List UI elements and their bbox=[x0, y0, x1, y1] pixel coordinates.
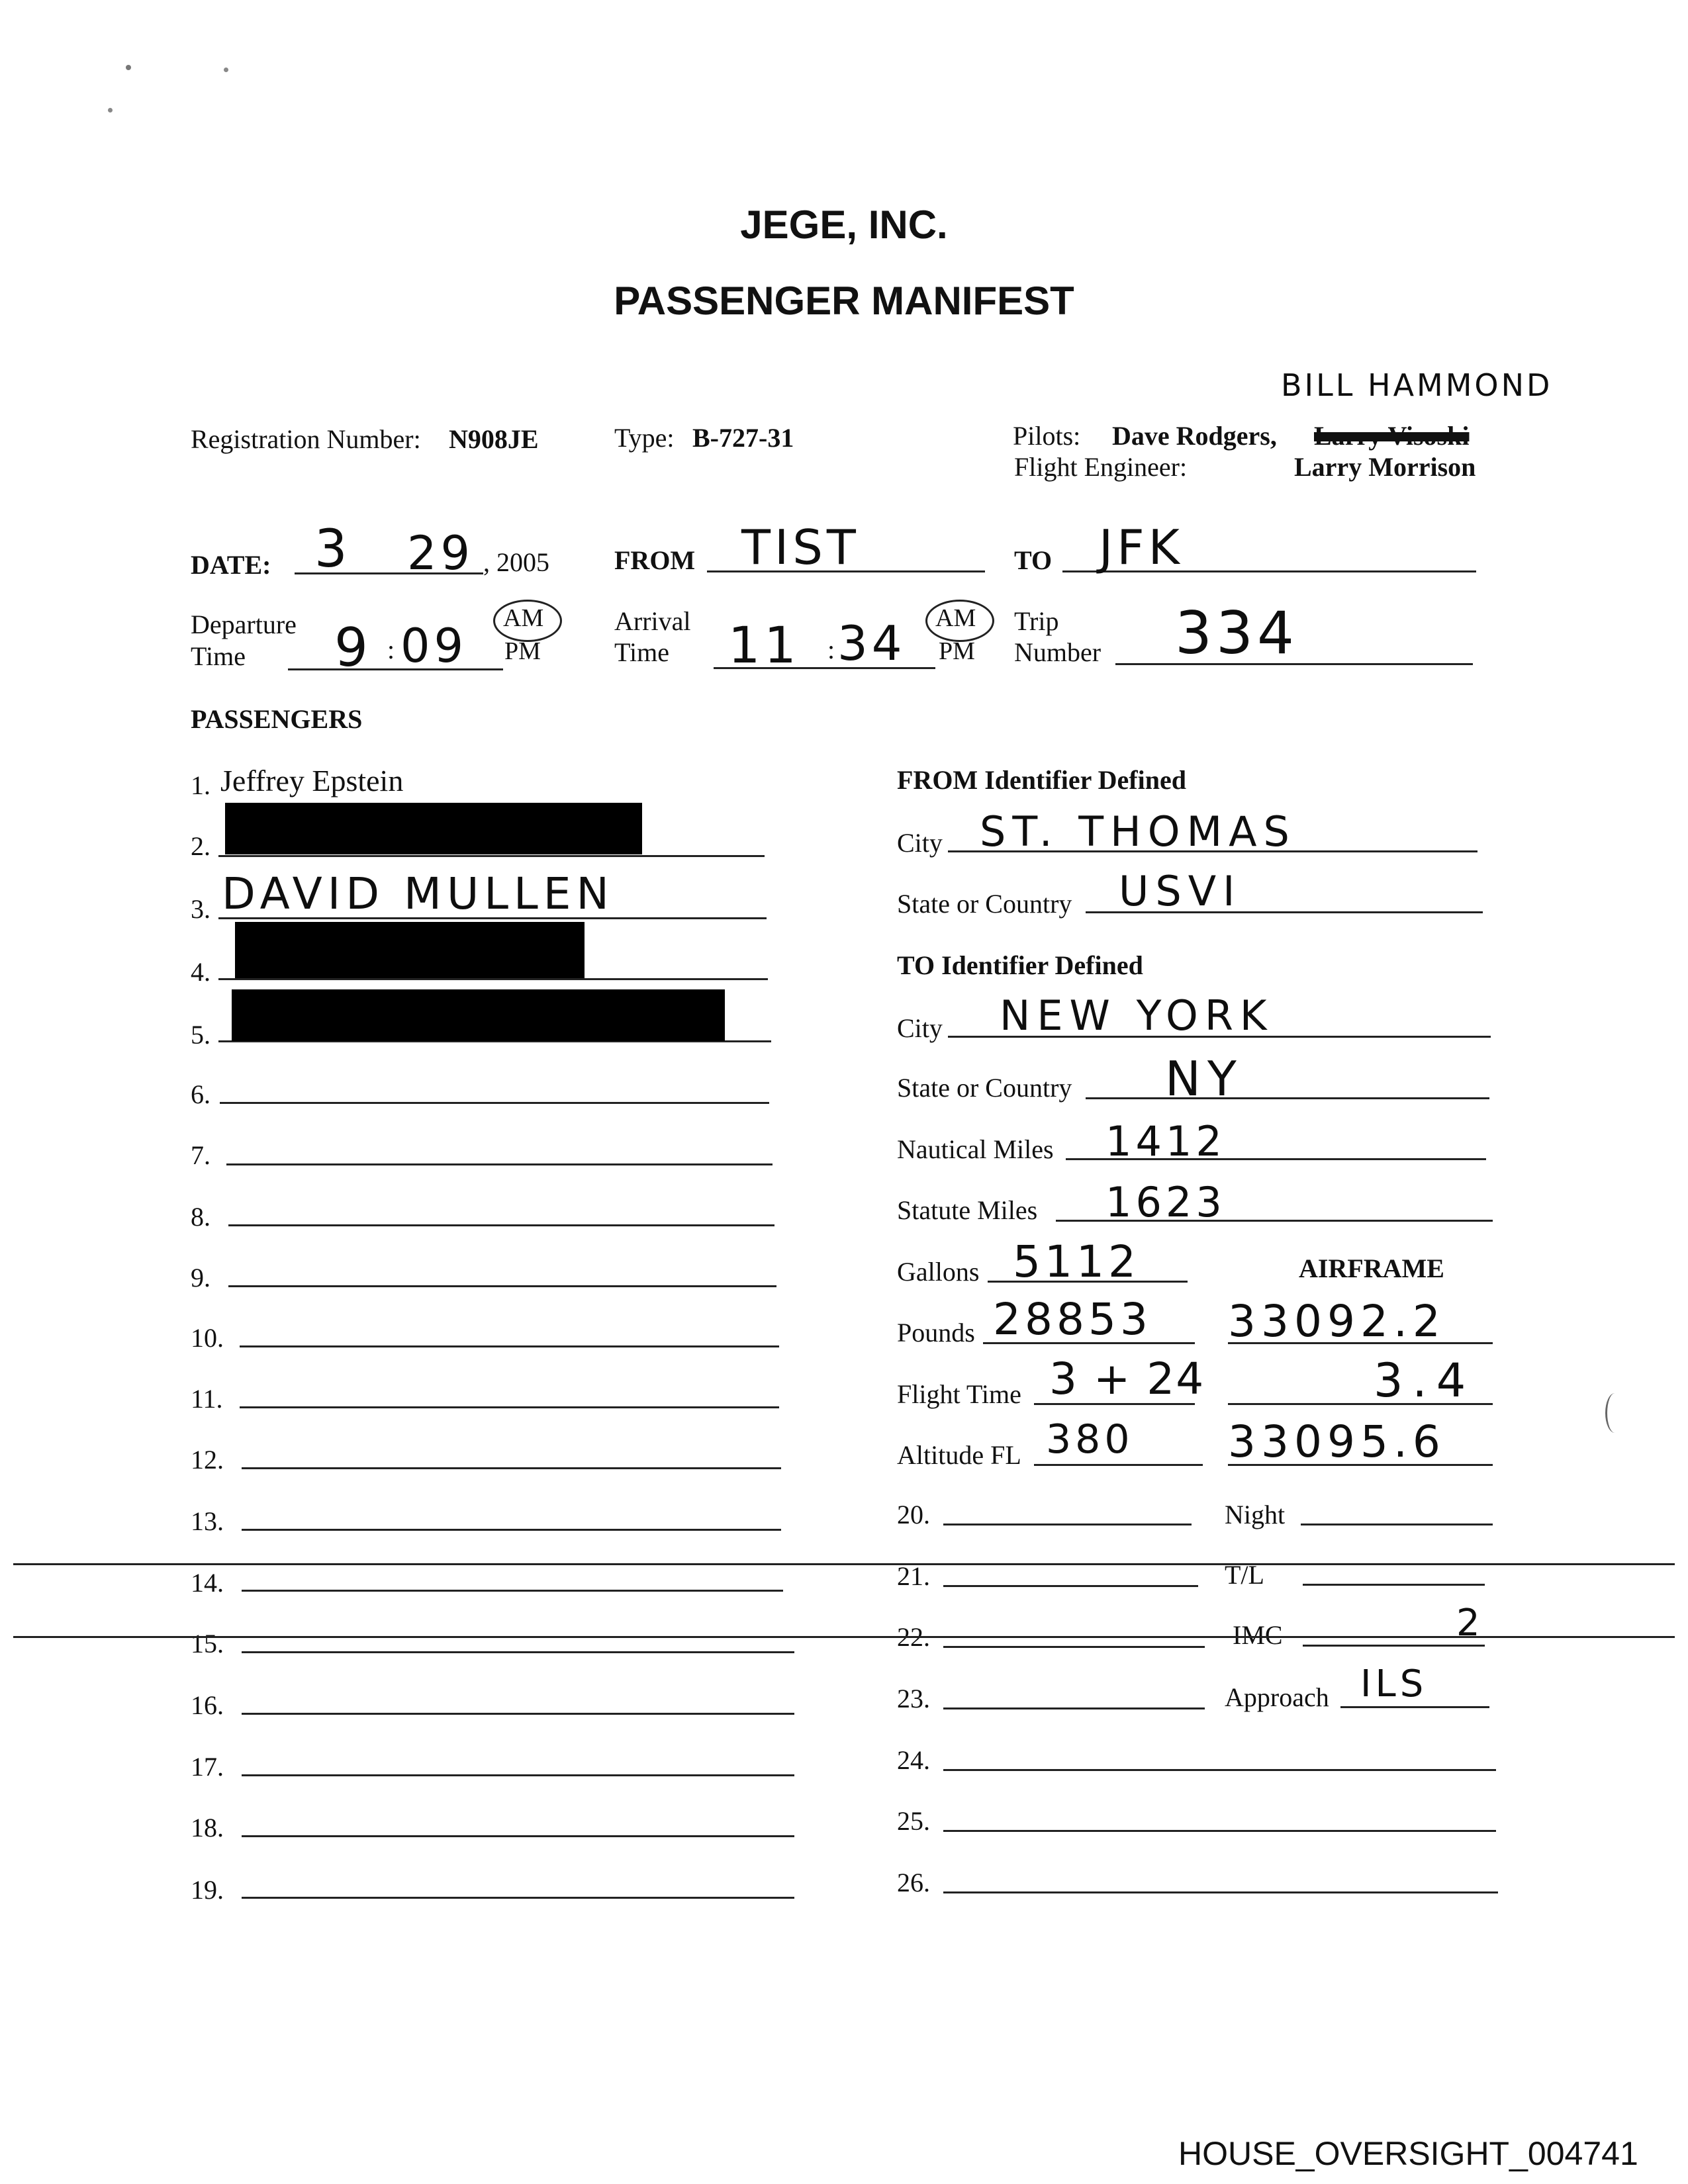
nautical-miles-label: Nautical Miles bbox=[897, 1134, 1054, 1164]
departure-label-2: Time bbox=[191, 641, 246, 671]
from-value: TIST bbox=[741, 520, 860, 575]
airframe-3-value: 33095.6 bbox=[1228, 1416, 1446, 1467]
departure-minute: 09 bbox=[400, 619, 468, 673]
passenger-number: 22. bbox=[897, 1622, 930, 1652]
passenger-line bbox=[242, 1774, 794, 1776]
statute-miles-label: Statute Miles bbox=[897, 1195, 1038, 1225]
trip-label-1: Trip bbox=[1014, 606, 1059, 636]
passenger-number: 2. bbox=[191, 831, 211, 861]
passenger-number: 8. bbox=[191, 1202, 211, 1232]
passenger-number: 9. bbox=[191, 1263, 211, 1293]
passenger-number: 1. bbox=[191, 770, 211, 800]
gallons-label: Gallons bbox=[897, 1257, 980, 1287]
passenger-number: 11. bbox=[191, 1384, 223, 1414]
altitude-label: Altitude FL bbox=[897, 1440, 1021, 1470]
gallons-value: 5112 bbox=[1013, 1236, 1140, 1287]
passenger-number: 18. bbox=[191, 1813, 224, 1843]
arrival-label-2: Time bbox=[614, 637, 670, 667]
passenger-number: 21. bbox=[897, 1561, 930, 1591]
approach-value: ILS bbox=[1360, 1662, 1428, 1706]
passenger-line bbox=[240, 1345, 779, 1347]
date-label: DATE: bbox=[191, 550, 271, 580]
passengers-heading: PASSENGERS bbox=[191, 704, 363, 734]
registration-label: Registration Number: bbox=[191, 424, 421, 454]
passenger-line bbox=[943, 1769, 1496, 1771]
from-identifier-heading: FROM Identifier Defined bbox=[897, 765, 1186, 795]
pilot-2-struck: Larry Visoski bbox=[1314, 421, 1470, 451]
type-label: Type: bbox=[614, 423, 675, 453]
imc-underline bbox=[1303, 1645, 1485, 1647]
night-label: Night bbox=[1225, 1500, 1286, 1529]
passenger-number: 12. bbox=[191, 1445, 224, 1475]
scan-speck bbox=[108, 108, 113, 113]
to-city-label: City bbox=[897, 1013, 943, 1043]
passenger-line bbox=[228, 1285, 776, 1287]
scan-mark bbox=[1605, 1393, 1624, 1433]
scan-speck bbox=[224, 68, 228, 72]
bates-number: HOUSE_OVERSIGHT_004741 bbox=[1178, 2135, 1638, 2172]
from-state-label: State or Country bbox=[897, 889, 1072, 919]
airframe-heading: AIRFRAME bbox=[1299, 1253, 1444, 1283]
passenger-line bbox=[226, 1163, 773, 1165]
scan-speck bbox=[126, 65, 131, 70]
passenger-line bbox=[943, 1830, 1496, 1832]
passenger-line bbox=[242, 1590, 783, 1592]
passenger-number: 20. bbox=[897, 1500, 930, 1529]
passenger-line bbox=[943, 1646, 1205, 1648]
departure-label-1: Departure bbox=[191, 610, 297, 639]
strike-line bbox=[13, 1636, 1675, 1638]
passenger-line bbox=[242, 1529, 781, 1531]
arrival-hour: 11 bbox=[728, 615, 800, 674]
pilot-1-value: Dave Rodgers, bbox=[1112, 421, 1277, 451]
passenger-line bbox=[943, 1707, 1205, 1709]
passenger-number: 17. bbox=[191, 1752, 224, 1782]
passenger-name-handwritten: DAVID MULLEN bbox=[222, 868, 614, 919]
airframe-1-value: 33092.2 bbox=[1228, 1296, 1446, 1347]
passenger-number: 6. bbox=[191, 1079, 211, 1109]
date-day: 29 bbox=[407, 526, 475, 580]
pilot-2-handwritten: BILL HAMMOND bbox=[1281, 367, 1553, 403]
from-city-value: ST. THOMAS bbox=[980, 807, 1296, 856]
passenger-number: 13. bbox=[191, 1506, 224, 1536]
nautical-miles-value: 1412 bbox=[1105, 1117, 1226, 1165]
engineer-value: Larry Morrison bbox=[1294, 452, 1476, 482]
passenger-line bbox=[242, 1835, 794, 1837]
passenger-line bbox=[228, 1224, 774, 1226]
arrival-pm: PM bbox=[939, 637, 975, 665]
passenger-number: 4. bbox=[191, 957, 211, 987]
company-name: JEGE, INC. bbox=[740, 203, 948, 247]
altitude-value: 380 bbox=[1046, 1416, 1134, 1463]
departure-am: AM bbox=[503, 604, 544, 632]
tl-label: T/L bbox=[1225, 1560, 1264, 1590]
tl-underline bbox=[1303, 1584, 1485, 1586]
trip-number-value: 334 bbox=[1175, 599, 1298, 667]
passenger-line bbox=[943, 1585, 1198, 1587]
departure-colon: : bbox=[387, 635, 395, 664]
date-month: 3 bbox=[314, 520, 352, 579]
registration-value: N908JE bbox=[449, 424, 539, 454]
type-value: B-727-31 bbox=[692, 423, 794, 453]
to-label: TO bbox=[1014, 545, 1053, 575]
to-value: JFK bbox=[1099, 520, 1184, 575]
passenger-line bbox=[240, 1406, 779, 1408]
to-state-label: State or Country bbox=[897, 1073, 1072, 1103]
passenger-line bbox=[218, 855, 765, 857]
approach-label: Approach bbox=[1225, 1682, 1329, 1712]
imc-label: IMC bbox=[1233, 1620, 1283, 1650]
passenger-number: 15. bbox=[191, 1629, 224, 1659]
pilots-label: Pilots: bbox=[1013, 421, 1081, 451]
arrival-label-1: Arrival bbox=[614, 606, 691, 636]
arrival-minute: 34 bbox=[837, 615, 906, 671]
passenger-number: 10. bbox=[191, 1323, 224, 1353]
trip-label-2: Number bbox=[1014, 637, 1102, 667]
night-underline bbox=[1301, 1524, 1493, 1525]
passenger-line bbox=[242, 1897, 794, 1899]
passenger-number: 3. bbox=[191, 894, 211, 924]
document-title: PASSENGER MANIFEST bbox=[614, 279, 1074, 323]
passenger-number: 26. bbox=[897, 1868, 930, 1897]
to-state-underline bbox=[1086, 1097, 1489, 1099]
passenger-number: 19. bbox=[191, 1875, 224, 1905]
engineer-label: Flight Engineer: bbox=[1014, 452, 1188, 482]
statute-miles-value: 1623 bbox=[1105, 1178, 1226, 1226]
to-city-value: NEW YORK bbox=[1000, 991, 1274, 1040]
passenger-line bbox=[943, 1524, 1192, 1525]
to-identifier-heading: TO Identifier Defined bbox=[897, 950, 1143, 980]
passenger-number: 24. bbox=[897, 1745, 930, 1775]
arrival-am: AM bbox=[935, 604, 976, 632]
strike-line bbox=[13, 1563, 1675, 1565]
departure-hour: 9 bbox=[334, 617, 372, 678]
from-city-label: City bbox=[897, 828, 943, 858]
passenger-line bbox=[943, 1891, 1498, 1893]
altitude-underline bbox=[1034, 1464, 1203, 1466]
passenger-line bbox=[220, 1102, 769, 1104]
date-year: , 2005 bbox=[483, 547, 549, 577]
passenger-number: 16. bbox=[191, 1690, 224, 1720]
from-state-value: USVI bbox=[1119, 867, 1242, 915]
passenger-number: 7. bbox=[191, 1140, 211, 1170]
flight-time-label: Flight Time bbox=[897, 1379, 1021, 1409]
passenger-line bbox=[218, 978, 768, 980]
airframe-2-value: 3.4 bbox=[1374, 1353, 1476, 1408]
passenger-number: 14. bbox=[191, 1568, 224, 1598]
redaction-bar bbox=[232, 989, 725, 1041]
imc-value: 2 bbox=[1456, 1602, 1484, 1645]
passenger-number: 23. bbox=[897, 1684, 930, 1713]
from-label: FROM bbox=[614, 545, 696, 575]
flight-time-value: 3 + 24 bbox=[1049, 1353, 1205, 1404]
pounds-value: 28853 bbox=[993, 1294, 1152, 1345]
to-state-value: NY bbox=[1165, 1051, 1243, 1107]
departure-pm: PM bbox=[504, 637, 541, 665]
departure-underline bbox=[288, 668, 503, 670]
approach-underline bbox=[1340, 1706, 1489, 1708]
pounds-label: Pounds bbox=[897, 1318, 975, 1347]
passenger-line bbox=[242, 1651, 794, 1653]
arrival-colon: : bbox=[827, 635, 835, 664]
passenger-name-typed: Jeffrey Epstein bbox=[220, 764, 404, 797]
redaction-bar bbox=[235, 922, 585, 978]
passenger-number: 5. bbox=[191, 1020, 211, 1050]
redaction-bar bbox=[225, 803, 642, 854]
passenger-number: 25. bbox=[897, 1806, 930, 1836]
passenger-line bbox=[242, 1713, 794, 1715]
passenger-line bbox=[242, 1467, 781, 1469]
